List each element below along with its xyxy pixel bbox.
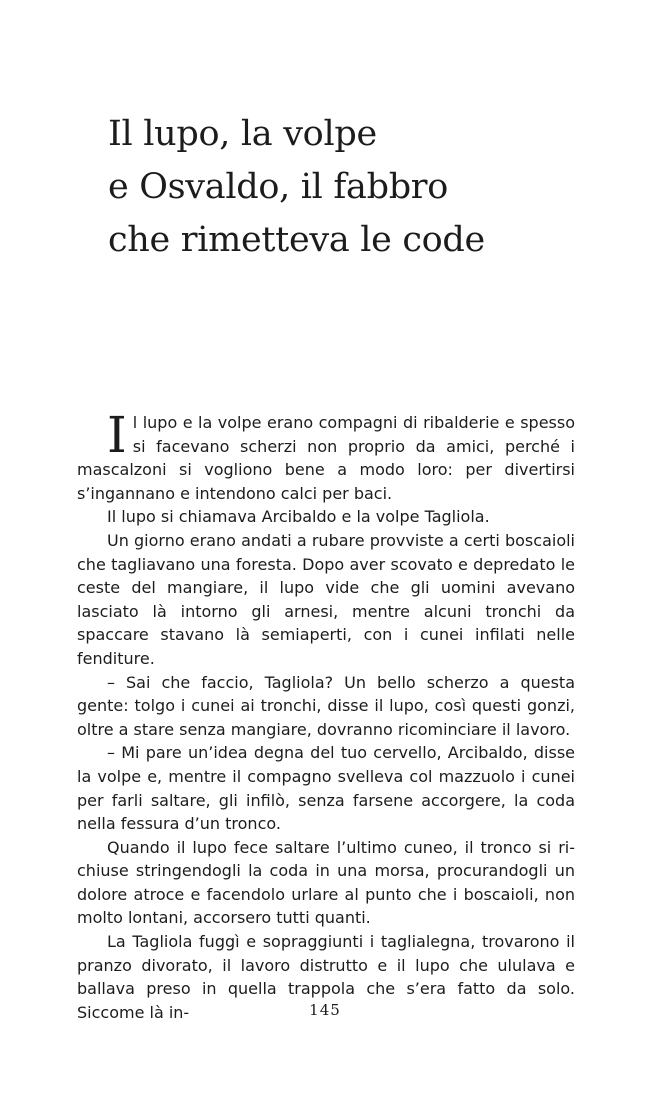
paragraph-6: Quando il lupo fece saltare l’ultimo cuneo, il tronco si richiuse stringendogli la coda in una morsa, procurandogli un dolore atroce e facendolo urlare al punto che i boscaioli, non molto lontani, accorsero tutti quanti. (77, 837, 575, 928)
drop-cap: I (107, 406, 127, 464)
chapter-body (77, 406, 575, 1024)
paragraph-4: – Sai che faccio, Tagliola? Un bello scherzo a questa gente: tolgo i cunei ai tronchi, disse il lupo, così questi gonzi, oltre a stare senza mangiare, dovranno ricominciare il lavoro. (77, 672, 575, 739)
paragraph-1-text: l lupo e la volpe erano compagni di ribalderie e spesso si facevano scherzi non proprio da amici, perché i mascalzoni si vogliono bene a modo loro: per divertirsi s’ingannano e intendono calci per baci. (77, 413, 575, 503)
chapter-title-line-1: Il lupo, la volpe (108, 114, 377, 154)
chapter-title (108, 108, 588, 267)
paragraph-7: La Tagliola fuggì e sopraggiunti i taglialegna, trovarono il pranzo divorato, il lavoro distrutto e il lupo che ululava e ballava preso in quella trappola che s’era fatto da solo. Siccome là in- (77, 932, 575, 1022)
paragraph-1 (77, 406, 575, 505)
page-number: 145 (309, 1001, 341, 1019)
chapter-title-line-2: e Osvaldo, il fabbro (108, 167, 449, 207)
chapter-title-line-3: che rimetteva le code (108, 220, 485, 260)
paragraph-2: Il lupo si chiamava Arcibaldo e la volpe Tagliola. (107, 507, 490, 527)
paragraph-5: – Mi pare un’idea degna del tuo cervello, Arcibaldo, disse la volpe e, mentre il compagno svelleva col mazzuolo i cunei per farli saltare, gli infilò, senza farsene accorgere, la coda nella fessura d’un tronco. (77, 743, 575, 834)
paragraph-3: Un giorno erano andati a rubare provviste a certi boscaioli che tagliavano una foresta. Dopo aver scovato e depredato le ceste del mangiare, il lupo vide che gli uomini avevano lasciato là intorno gli arnesi, mentre alcuni tronchi da spaccare stavano là semiaperti, con i cunei infilati nelle fenditure. (77, 530, 575, 668)
